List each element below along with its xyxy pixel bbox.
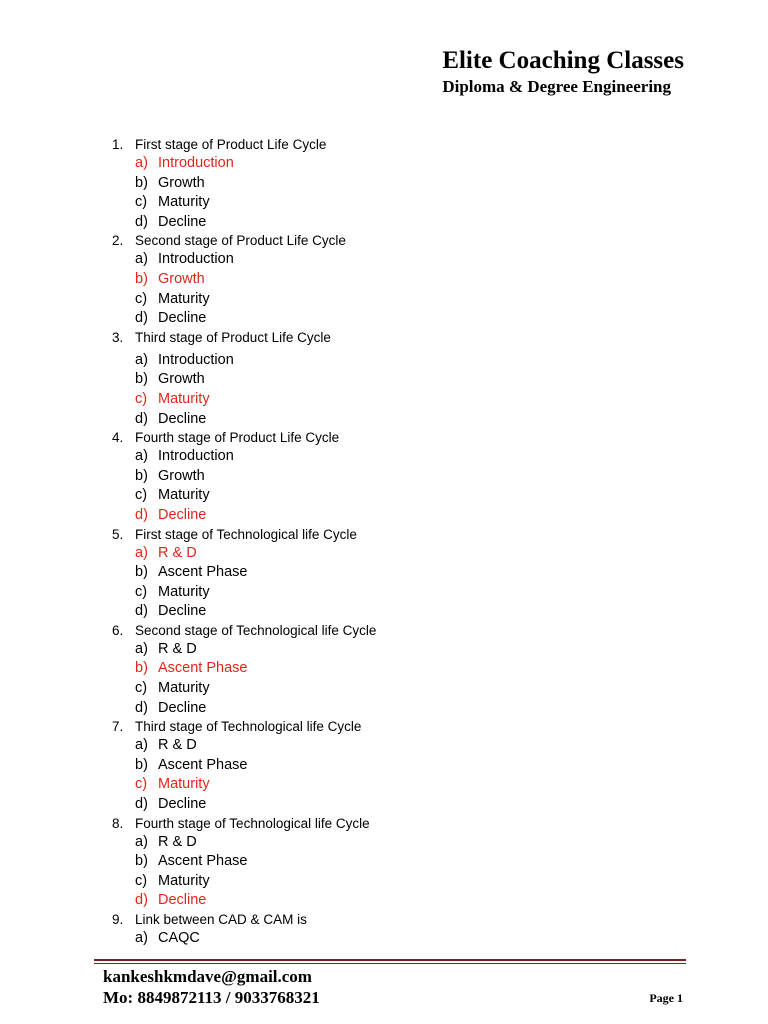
- question-number: 9.: [112, 912, 124, 927]
- question-item: [112, 526, 712, 622]
- question-item: [112, 232, 712, 328]
- question-label: Link between CAD & CAM is: [135, 912, 307, 927]
- question-text: [112, 429, 712, 447]
- option-letter: a): [135, 737, 148, 754]
- option-letter: a): [135, 930, 148, 946]
- answer-option-correct: [112, 659, 712, 679]
- option-text: Maturity: [158, 680, 210, 697]
- option-text: Decline: [158, 410, 207, 427]
- answer-option-correct: [112, 506, 712, 526]
- answer-option: [112, 351, 712, 371]
- option-letter: b): [135, 270, 148, 287]
- question-number: 6.: [112, 622, 124, 638]
- option-letter: d): [135, 410, 148, 427]
- option-text: Maturity: [158, 872, 210, 889]
- question-text: [112, 911, 712, 929]
- option-text: Growth: [158, 174, 205, 191]
- question-label: Fourth stage of Technological life Cycle: [135, 815, 370, 831]
- question-label: Second stage of Technological life Cycle: [135, 622, 377, 638]
- question-item: [112, 329, 712, 429]
- answer-option: [112, 174, 712, 194]
- question-label: Fourth stage of Product Life Cycle: [135, 430, 340, 446]
- question-item: [112, 718, 712, 814]
- answer-option: [112, 872, 712, 892]
- answer-option: [112, 795, 712, 815]
- option-letter: c): [135, 194, 148, 211]
- answer-option-correct: [112, 270, 712, 290]
- option-letter: a): [135, 544, 148, 561]
- option-letter: a): [135, 351, 148, 368]
- answer-option: [112, 290, 712, 310]
- answer-option: [112, 756, 712, 776]
- header-title: Elite Coaching Classes: [442, 47, 684, 74]
- page-number: Page 1: [649, 991, 683, 1005]
- option-text: Ascent Phase: [158, 660, 248, 677]
- answer-option: [112, 699, 712, 719]
- option-letter: a): [135, 448, 148, 465]
- option-text: Maturity: [158, 583, 210, 600]
- question-number: 8.: [112, 815, 124, 831]
- option-text: Ascent Phase: [158, 564, 248, 581]
- answer-option: [112, 447, 712, 467]
- option-text: Decline: [158, 796, 207, 813]
- option-letter: c): [135, 390, 148, 407]
- question-label: Third stage of Product Life Cycle: [135, 329, 331, 345]
- answer-option: [112, 213, 712, 233]
- footer-phone: Mo: 8849872113 / 9033768321: [103, 988, 320, 1007]
- question-text: [112, 329, 712, 347]
- answer-option: [112, 929, 712, 949]
- answer-option: [112, 467, 712, 487]
- answer-option-correct: [112, 544, 712, 564]
- option-text: CAQC: [158, 930, 200, 946]
- question-number: 7.: [112, 719, 124, 735]
- option-text: Maturity: [158, 194, 210, 211]
- header-subtitle: Diploma & Degree Engineering: [442, 77, 671, 96]
- answer-option: [112, 563, 712, 583]
- question-number: 2.: [112, 233, 124, 249]
- option-text: Decline: [158, 699, 207, 716]
- option-letter: a): [135, 833, 148, 850]
- option-text: Decline: [158, 506, 207, 523]
- question-label: Second stage of Product Life Cycle: [135, 233, 346, 249]
- answer-option: [112, 679, 712, 699]
- question-item: [112, 429, 712, 525]
- option-text: R & D: [158, 833, 197, 850]
- question-number: 3.: [112, 329, 124, 345]
- option-text: Maturity: [158, 290, 210, 307]
- answer-option: [112, 833, 712, 853]
- answer-option: [112, 410, 712, 430]
- question-label: First stage of Technological life Cycle: [135, 526, 357, 542]
- answer-option: [112, 193, 712, 213]
- option-letter: b): [135, 853, 148, 870]
- answer-option-correct: [112, 154, 712, 174]
- footer-divider-thin: [94, 963, 686, 964]
- option-letter: b): [135, 174, 148, 191]
- question-item: [112, 911, 712, 949]
- option-text: Growth: [158, 467, 205, 484]
- option-letter: a): [135, 640, 148, 657]
- answer-option-correct: [112, 390, 712, 410]
- option-letter: b): [135, 756, 148, 773]
- option-letter: b): [135, 371, 148, 388]
- answer-option: [112, 370, 712, 390]
- option-letter: b): [135, 564, 148, 581]
- option-letter: d): [135, 796, 148, 813]
- question-text: [112, 622, 712, 640]
- option-text: Decline: [158, 603, 207, 620]
- option-letter: c): [135, 290, 148, 307]
- option-letter: c): [135, 680, 148, 697]
- option-text: Decline: [158, 310, 207, 327]
- question-number: 5.: [112, 526, 124, 542]
- question-text: [112, 718, 712, 736]
- answer-option: [112, 602, 712, 622]
- answer-option: [112, 583, 712, 603]
- question-item: [112, 815, 712, 911]
- option-text: Decline: [158, 213, 207, 230]
- option-text: Ascent Phase: [158, 756, 248, 773]
- question-item: [112, 622, 712, 718]
- option-letter: d): [135, 213, 148, 230]
- footer-contact: [103, 966, 320, 1008]
- option-text: Maturity: [158, 390, 210, 407]
- answer-option-correct: [112, 891, 712, 911]
- option-letter: b): [135, 467, 148, 484]
- option-text: Introduction: [158, 155, 234, 171]
- answer-option: [112, 486, 712, 506]
- option-text: Growth: [158, 371, 205, 388]
- footer-divider: [94, 959, 686, 961]
- question-text: [112, 815, 712, 833]
- option-text: Maturity: [158, 487, 210, 504]
- question-number: 4.: [112, 430, 124, 446]
- footer-email: kankeshkmdave@gmail.com: [103, 967, 312, 986]
- option-text: R & D: [158, 544, 197, 561]
- option-letter: c): [135, 776, 148, 793]
- answer-option: [112, 250, 712, 270]
- option-text: Introduction: [158, 448, 234, 465]
- question-text: [112, 136, 712, 154]
- option-text: Ascent Phase: [158, 853, 248, 870]
- question-item: [112, 136, 712, 232]
- answer-option-correct: [112, 775, 712, 795]
- answer-option: [112, 852, 712, 872]
- option-letter: d): [135, 603, 148, 620]
- option-text: Introduction: [158, 251, 234, 268]
- option-letter: d): [135, 310, 148, 327]
- option-text: Introduction: [158, 351, 234, 368]
- option-text: R & D: [158, 737, 197, 754]
- option-text: Maturity: [158, 776, 210, 793]
- option-letter: c): [135, 872, 148, 889]
- document-header: [442, 46, 684, 98]
- question-text: [112, 526, 712, 544]
- option-letter: c): [135, 487, 148, 504]
- option-text: R & D: [158, 640, 197, 657]
- option-letter: d): [135, 892, 148, 909]
- option-text: Decline: [158, 892, 207, 909]
- option-letter: d): [135, 506, 148, 523]
- option-letter: a): [135, 251, 148, 268]
- question-label: Third stage of Technological life Cycle: [135, 719, 362, 735]
- option-text: Growth: [158, 270, 205, 287]
- answer-option: [112, 309, 712, 329]
- answer-option: [112, 640, 712, 660]
- question-label: First stage of Product Life Cycle: [135, 137, 327, 152]
- question-number: 1.: [112, 137, 124, 152]
- answer-option: [112, 736, 712, 756]
- option-letter: d): [135, 699, 148, 716]
- question-text: [112, 232, 712, 250]
- option-letter: b): [135, 660, 148, 677]
- option-letter: a): [135, 155, 148, 171]
- question-list: [112, 136, 712, 949]
- option-letter: c): [135, 583, 148, 600]
